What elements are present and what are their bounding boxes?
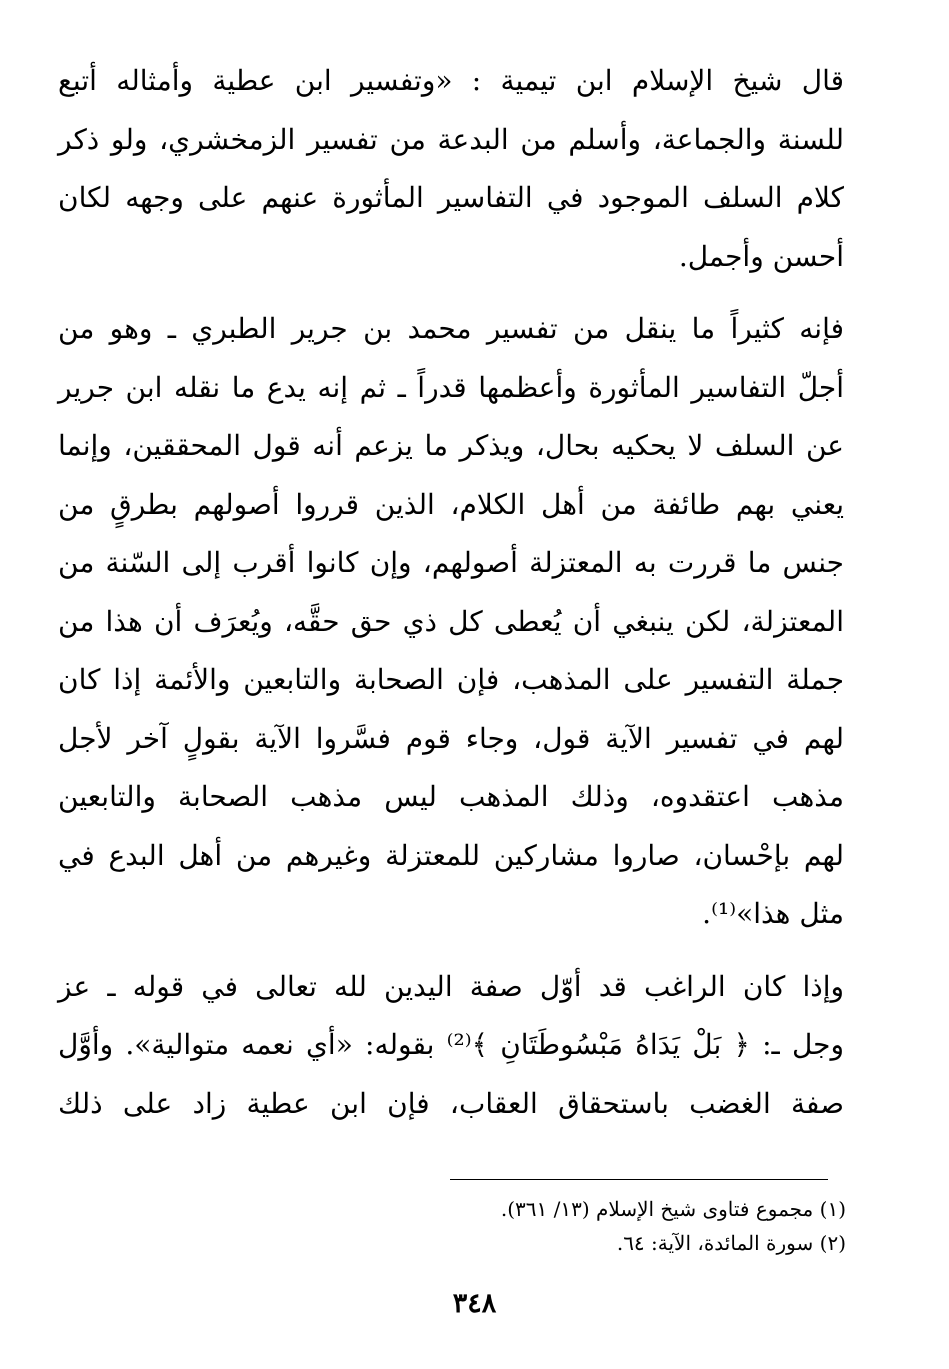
text-line: أحسن وأجمل.: [678, 239, 844, 273]
text-line: مثل هذا»⁽¹⁾.: [702, 897, 844, 930]
text-line: كلام السلف الموجود في التفاسير المأثورة عنهم على وجهه لكان: [58, 181, 844, 214]
text-line: عن السلف لا يحكيه بحال، ويذكر ما يزعم أنه قول المحققين، وإنما: [58, 429, 845, 462]
text-line: قال شيخ الإسلام ابن تيمية : «وتفسير ابن عطية وأمثاله أتبع: [58, 64, 844, 97]
page-number: ٣٤٨: [452, 1288, 497, 1319]
footnote-divider: [450, 1179, 828, 1180]
text-line: فإنه كثيراً ما ينقل من تفسير محمد بن جرير الطبري ـ وهو من: [58, 312, 844, 345]
text-line: المعتزلة، لكن ينبغي أن يُعطى كل ذي حق حقَّه، ويُعرَف أن هذا من: [58, 604, 844, 638]
paragraph-tabari-discussion: [58, 300, 844, 944]
text-line: يعني بهم طائفة من أهل الكلام، الذين قرروا أصولهم بطرقٍ من: [58, 487, 844, 521]
text-line: لهم في تفسير الآية قول، وجاء قوم فسَّروا الآية بقولٍ آخر لأجل: [58, 721, 844, 755]
paragraph-ibn-taymiyya-quote: [58, 52, 844, 286]
footnote-1: (١) مجموع فتاوى شيخ الإسلام (١٣/ ٣٦١).: [500, 1197, 846, 1221]
text-line: جملة التفسير على المذهب، فإن الصحابة والتابعين والأئمة إذا كان: [58, 663, 844, 696]
footnote-2: (٢) سورة المائدة، الآية: ٦٤.: [616, 1231, 846, 1255]
text-line: للسنة والجماعة، وأسلم من البدعة من تفسير الزمخشري، ولو ذكر: [58, 122, 844, 156]
footnotes: [501, 1192, 846, 1260]
paragraph-spacer: [58, 286, 844, 300]
page-body: [58, 52, 844, 1133]
text-line: وجل ـ: ﴿ بَلْ يَدَاهُ مَبْسُوطَتَانِ ﴾⁽²⁾ بقوله: «أي نعمه متوالية». وأوَّل: [58, 1028, 845, 1061]
text-line: وإذا كان الراغب قد أوّل صفة اليدين لله تعالى في قوله ـ عز: [58, 969, 844, 1003]
text-line: جنس ما قررت به المعتزلة أصولهم، وإن كانوا أقرب إلى السّنة من: [58, 546, 844, 579]
text-line: صفة الغضب باستحقاق العقاب، فإن ابن عطية زاد على ذلك: [58, 1086, 844, 1120]
text-line: لهم بإحْسان، صاروا مشاركين للمعتزلة وغيرهم من أهل البدع في: [58, 838, 844, 872]
text-line: مذهب اعتقدوه، وذلك المذهب ليس مذهب الصحابة والتابعين: [58, 780, 844, 813]
paragraph-spacer: [58, 944, 844, 958]
paragraph-raghib-discussion: [58, 958, 844, 1134]
text-line: أجلّ التفاسير المأثورة وأعظمها قدراً ـ ثم إنه يدع ما نقله ابن جرير: [58, 370, 844, 404]
